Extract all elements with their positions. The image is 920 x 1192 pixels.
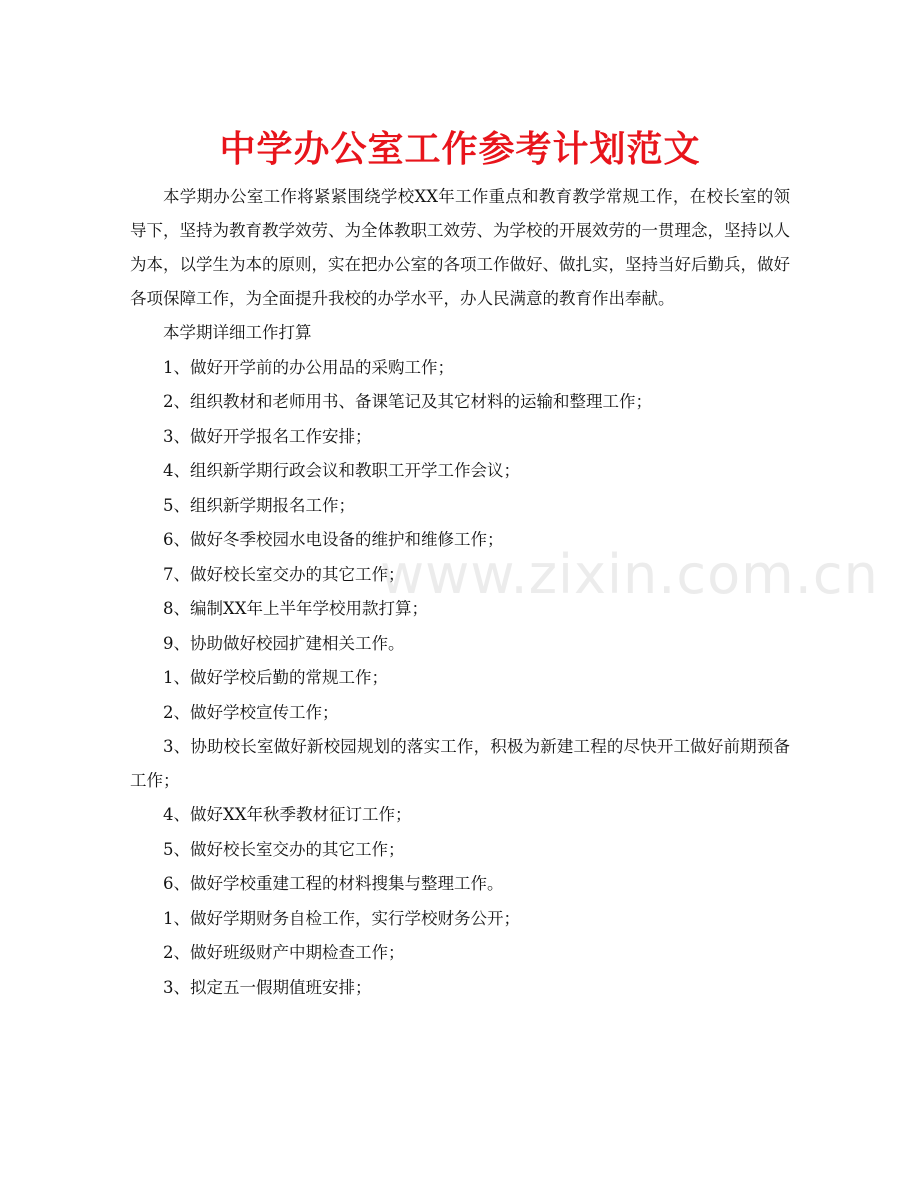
document-title: 中学办公室工作参考计划范文 [219, 129, 701, 170]
document-body [130, 180, 790, 1005]
list-item: 4、做好XX年秋季教材征订工作； [163, 805, 412, 824]
watermark: www.zixin.com.cn [380, 543, 879, 606]
list-item: 6、做好冬季校园水电设备的维护和维修工作； [163, 530, 504, 549]
section-heading: 本学期详细工作打算 [163, 323, 312, 342]
list-item: 1、做好学期财务自检工作，实行学校财务公开； [163, 908, 520, 928]
list-item: 3、协助校长室做好新校园规划的落实工作，积极为新建工程的尽快开工做好前期预备工作； [130, 737, 790, 790]
list-item: 2、组织教材和老师用书、备课笔记及其它材料的运输和整理工作； [163, 392, 652, 411]
list-item: 1、做好开学前的办公用品的采购工作； [163, 357, 454, 377]
list-item: 4、组织新学期行政会议和教职工开学工作会议； [163, 461, 520, 480]
list-item: 3、做好开学报名工作安排； [163, 426, 372, 446]
list-item: 7、做好校长室交办的其它工作； [163, 564, 405, 584]
list-item: 2、做好学校宣传工作； [163, 702, 339, 722]
list-item: 5、组织新学期报名工作； [163, 495, 355, 515]
list-item: 3、拟定五一假期值班安排； [163, 977, 372, 997]
list-item: 2、做好班级财产中期检查工作； [163, 943, 405, 962]
list-item: 5、做好校长室交办的其它工作； [163, 839, 405, 859]
list-item: 6、做好学校重建工程的材料搜集与整理工作。 [163, 874, 504, 893]
intro-paragraph: 本学期办公室工作将紧紧围绕学校XX年工作重点和教育教学常规工作，在校长室的领导下，坚持为教育教学效劳、为全体教职工效劳、为学校的开展效劳的一贯理念，坚持以人为本，以学生为本的原则，实在把办公室的各项工作做好、做扎实，坚持当好后勤兵，做好各项保障工作，为全面提升我校的办学水平，办人民满意的教育作出奉献。 [130, 187, 790, 308]
list-item: 9、协助做好校园扩建相关工作。 [163, 633, 405, 653]
list-item: 1、做好学校后勤的常规工作； [163, 668, 388, 687]
list-item: 8、编制XX年上半年学校用款打算； [163, 599, 428, 618]
